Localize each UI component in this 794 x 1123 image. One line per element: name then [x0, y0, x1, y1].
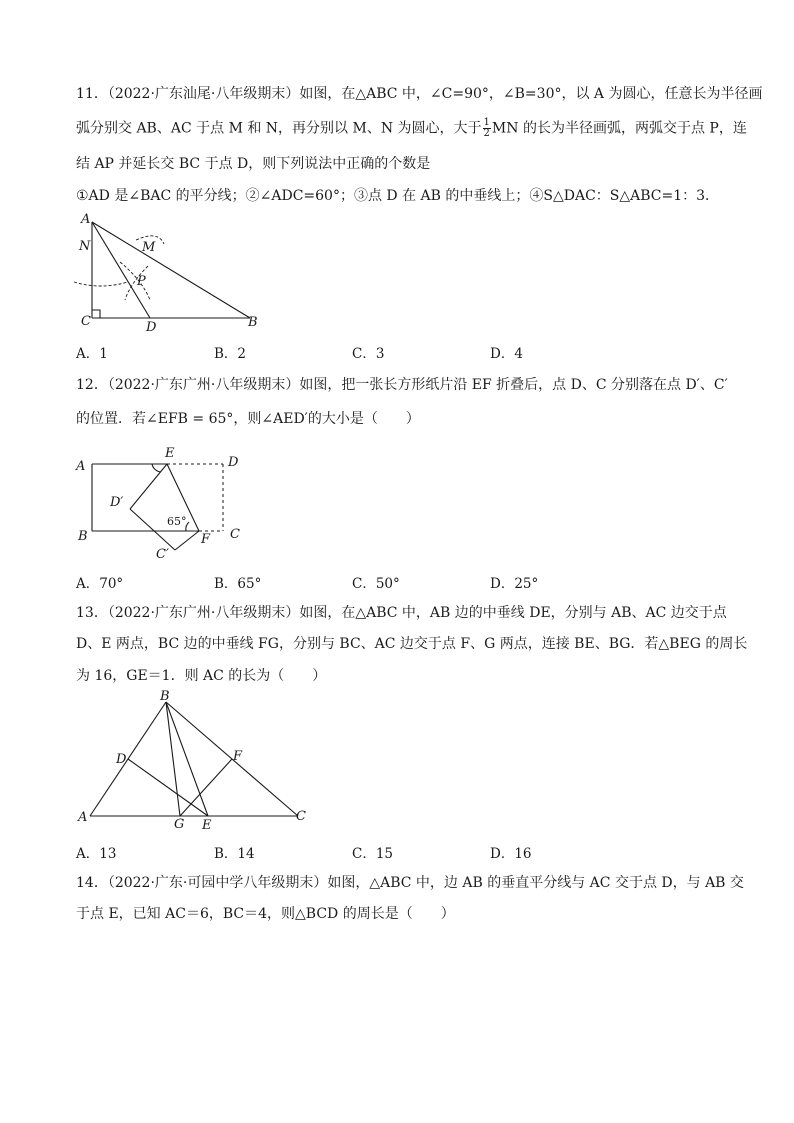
q11-line-2 [76, 118, 747, 139]
q11-fraction: $\frac{1}{2}$ [483, 117, 490, 139]
segment-be [166, 702, 208, 816]
angle-arc-e [152, 464, 161, 472]
q11-line-1: 11．（2022·广东汕尾·八年级期末）如图，在△ABC 中，∠C=90°，∠B=30°，以 A 为圆心，任意长为半径画 [76, 86, 763, 102]
q11-line-2a: 弧分别交 AB、AC 于点 M 和 N，再分别以 M、N 为圆心，大于 [76, 120, 482, 137]
q13-option-d[interactable]: D．16 [490, 846, 532, 862]
q11-figure [70, 210, 270, 335]
q14-line-2: 于点 E，已知 AC＝6，BC＝4，则△BCD 的周长是（ ） [76, 906, 455, 922]
q12-line-2: 的位置．若∠EFB = 65°，则∠AED′的大小是（ ） [76, 411, 420, 427]
edge-c-prime-f [175, 531, 199, 550]
label-A: A [76, 459, 86, 474]
q11-option-d[interactable]: D．4 [490, 346, 523, 362]
label-B: B [248, 315, 258, 330]
q12-option-d[interactable]: D．25° [490, 576, 539, 592]
label-C: C [296, 809, 306, 824]
label-F: F [201, 532, 211, 547]
q12-option-a[interactable]: A．70° [76, 576, 124, 592]
q13-line-3: 为 16，GE＝1．则 AC 的长为（ ） [76, 668, 327, 684]
q13-line-2: D、E 两点，BC 边的中垂线 FG，分别与 BC、AC 边交于点 F、G 两点，连接 BE、BG．若△BEG 的周长 [76, 636, 748, 652]
perp-bisector-de [128, 759, 208, 816]
q13-line-1: 13．（2022·广东广州·八年级期末）如图，在△ABC 中，AB 边的中垂线 DE，分别与 AB、AC 边交于点 [76, 605, 727, 621]
label-D-prime: D′ [110, 495, 124, 510]
q13-option-a[interactable]: A．13 [76, 846, 117, 862]
q12-figure [72, 442, 257, 567]
segment-bg [166, 702, 180, 816]
q11-line-4: ①AD 是∠BAC 的平分线；②∠ADC=60°；③点 D 在 AB 的中垂线上；④S△DAC：S△ABC=1：3． [76, 188, 720, 204]
q11-line-2b: MN 的长为半径画弧，两弧交于点 P，连 [491, 120, 747, 137]
q11-options [76, 342, 636, 362]
label-P: P [137, 274, 146, 289]
edge-ed-prime [130, 464, 167, 509]
label-C-prime: C′ [156, 547, 169, 562]
q11-option-a[interactable]: A．1 [76, 346, 108, 362]
q12-option-b[interactable]: B．65° [214, 576, 262, 592]
q11-line-3: 结 AP 并延长交 BC 于点 D，则下列说法中正确的个数是 [76, 156, 431, 172]
q12-options [76, 572, 636, 592]
label-M: M [142, 240, 156, 255]
label-N: N [79, 239, 91, 254]
arc-n [74, 282, 128, 286]
label-A: A [81, 212, 91, 227]
perp-bisector-fg [180, 759, 232, 816]
label-D: D [146, 320, 157, 335]
label-A: A [78, 810, 88, 825]
q13-figure [76, 690, 321, 835]
label-E: E [165, 446, 175, 461]
right-angle-mark [92, 310, 100, 318]
q14-line-1: 14．（2022·广东·可园中学八年级期末）如图，△ABC 中，边 AB 的垂直平分线与 AC 交于点 D，与 AB 交 [76, 875, 744, 891]
angle-label: 65° [167, 515, 187, 528]
q12-option-c[interactable]: C．50° [352, 576, 400, 592]
q12-line-1: 12．（2022·广东广州·八年级期末）如图，把一张长方形纸片沿 EF 折叠后，点 D、C 分别落在点 D′、C′ [76, 377, 728, 393]
label-G: G [174, 817, 185, 832]
label-C: C [230, 527, 240, 542]
label-B: B [78, 529, 88, 544]
label-F: F [233, 749, 243, 764]
label-E: E [202, 818, 212, 833]
side-ab [92, 222, 250, 318]
label-C: C [81, 314, 91, 329]
q13-option-b[interactable]: B．14 [214, 846, 255, 862]
q11-option-b[interactable]: B．2 [214, 346, 247, 362]
q13-options [76, 842, 636, 862]
line-ad [92, 222, 150, 318]
label-D: D [228, 455, 239, 470]
q13-option-c[interactable]: C．15 [352, 846, 394, 862]
q11-option-c[interactable]: C．3 [352, 346, 385, 362]
label-B: B [160, 689, 170, 704]
label-D: D [116, 752, 127, 767]
